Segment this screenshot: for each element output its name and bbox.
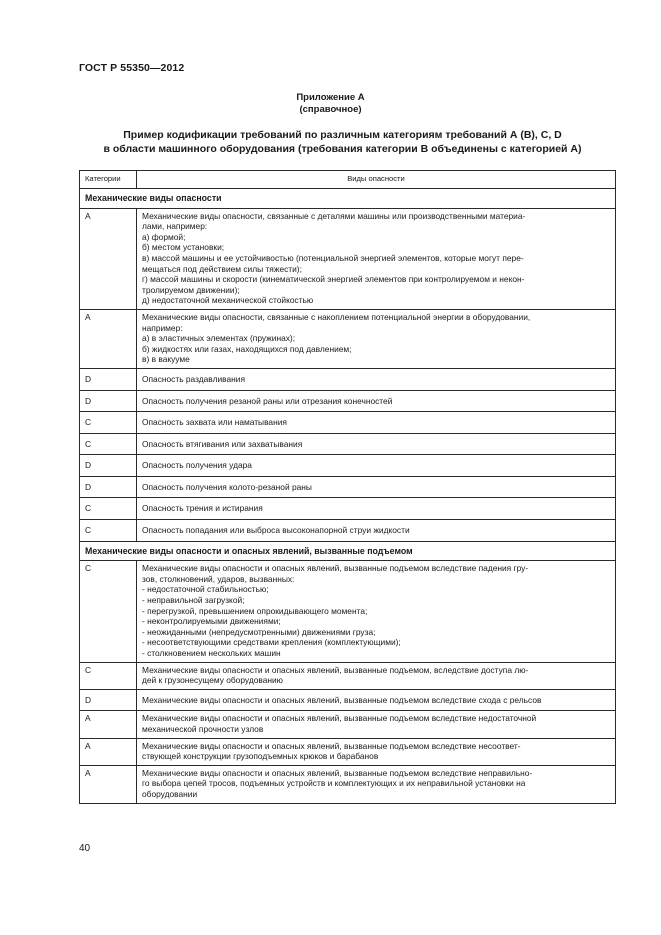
hazard-description-cell <box>137 208 616 309</box>
hazard-table <box>79 170 616 804</box>
table-row <box>80 711 616 738</box>
description-line: ствующей конструкции грузоподъемных крюков и барабанов <box>142 751 379 762</box>
category-cell: A <box>80 738 137 765</box>
hazard-description-cell <box>137 412 616 434</box>
caption-line-2: в области машинного оборудования (требования категории В объединены с категорией А) <box>103 142 582 155</box>
category-cell: C <box>80 412 137 434</box>
hazard-description-cell <box>137 476 616 498</box>
description-line: оборудовании <box>142 788 198 799</box>
description-line: д) недостаточной механической стойкостью <box>142 295 314 306</box>
description-line: механической прочности узлов <box>142 723 264 734</box>
description-line: Механические виды опасности и опасных явлений, вызванные подъемом вследствие падения гру- <box>142 563 529 574</box>
description-line: Опасность втягивания или захватывания <box>142 438 303 449</box>
description-line: Опасность захвата или наматывания <box>142 417 287 428</box>
hazard-description-cell <box>137 662 616 689</box>
hazard-description-cell <box>137 689 616 711</box>
table-row <box>80 689 616 711</box>
category-cell: C <box>80 561 137 662</box>
table-row <box>80 498 616 520</box>
description-line: Опасность трения и истирания <box>142 503 263 514</box>
hazard-description-cell <box>137 765 616 803</box>
table-row <box>80 476 616 498</box>
appendix-heading <box>0 92 661 116</box>
table-row <box>80 738 616 765</box>
description-line: б) жидкостях или газах, находящихся под давлением; <box>142 343 352 354</box>
table-row <box>80 368 616 390</box>
table-row <box>80 765 616 803</box>
column-header-category: Категории <box>80 171 137 189</box>
description-line: мещаться под действием силы тяжести); <box>142 263 302 274</box>
category-cell: C <box>80 662 137 689</box>
description-line: Механические виды опасности и опасных явлений, вызванные подъемом, вследствие доступа лю- <box>142 664 529 675</box>
description-line: в) массой машины и ее устойчивостью (потенциальной энергией элементов, которые могут пере- <box>142 252 524 263</box>
table-row <box>80 455 616 477</box>
table-row <box>80 662 616 689</box>
hazard-description-cell <box>137 368 616 390</box>
section-title: Механические виды опасности <box>80 189 616 209</box>
description-line: - недостаточной стабильностью; <box>142 584 269 595</box>
category-cell: D <box>80 368 137 390</box>
description-line: Механические виды опасности и опасных явлений, вызванные подъемом вследствие схода с рельсов <box>142 694 542 705</box>
table-body <box>80 189 616 804</box>
appendix-subtitle: (справочное) <box>299 104 362 115</box>
hazard-description-cell <box>137 390 616 412</box>
section-row <box>80 189 616 209</box>
appendix-title: Приложение А <box>296 92 365 103</box>
description-line: Механические виды опасности, связанные с деталями машины или производственными материа- <box>142 210 526 221</box>
table-row <box>80 412 616 434</box>
table-row <box>80 208 616 309</box>
description-line: - неправильной загрузкой; <box>142 595 245 606</box>
description-line: Механические виды опасности и опасных явлений, вызванные подъемом вследствие неправильно- <box>142 767 533 778</box>
table-caption <box>70 129 615 156</box>
category-cell: C <box>80 498 137 520</box>
category-cell: D <box>80 689 137 711</box>
hazard-description-cell <box>137 738 616 765</box>
column-header-hazards: Виды опасности <box>137 171 616 189</box>
page-number: 40 <box>79 843 91 854</box>
table-row <box>80 390 616 412</box>
description-line: - неожиданными (непредусмотренными) движениями груза; <box>142 626 376 637</box>
description-line: Опасность получения удара <box>142 460 252 471</box>
table-row <box>80 561 616 662</box>
table-row <box>80 433 616 455</box>
description-line: а) формой; <box>142 231 186 242</box>
hazard-description-cell <box>137 498 616 520</box>
description-line: г) массой машины и скорости (кинематической энергией элементов при контролируемом и некон- <box>142 274 525 285</box>
description-line: Опасность получения колото-резаной раны <box>142 481 312 492</box>
hazard-description-cell <box>137 520 616 542</box>
section-row <box>80 541 616 561</box>
category-cell: A <box>80 765 137 803</box>
table-row <box>80 309 616 368</box>
category-cell: A <box>80 208 137 309</box>
description-line: - перегрузкой, превышением опрокидывающего момента; <box>142 605 368 616</box>
description-line: Опасность раздавливания <box>142 373 245 384</box>
description-line: Механические виды опасности и опасных явлений, вызванные подъемом вследствие недостаточной <box>142 713 537 724</box>
document-header: ГОСТ Р 55350—2012 <box>79 62 185 74</box>
description-line: - неконтролируемыми движениями; <box>142 616 281 627</box>
description-line: а) в эластичных элементах (пружинах); <box>142 333 296 344</box>
hazard-description-cell <box>137 455 616 477</box>
description-line: зов, столкновений, ударов, вызванных: <box>142 573 295 584</box>
description-line: в) в вакууме <box>142 354 190 365</box>
description-line: Опасность попадания или выброса высоконапорной струи жидкости <box>142 525 410 536</box>
category-cell: D <box>80 476 137 498</box>
category-cell: D <box>80 390 137 412</box>
description-line: - столкновением нескольких машин <box>142 648 281 658</box>
description-line: например: <box>142 322 183 333</box>
category-cell: D <box>80 455 137 477</box>
category-cell: C <box>80 520 137 542</box>
description-line: лами, например: <box>142 221 208 232</box>
description-line: Механические виды опасности, связанные с накоплением потенциальной энергии в оборудовании, <box>142 311 531 322</box>
category-cell: C <box>80 433 137 455</box>
hazard-description-cell <box>137 309 616 368</box>
description-line: Опасность получения резаной раны или отрезания конечностей <box>142 395 393 406</box>
section-title: Механические виды опасности и опасных явлений, вызванные подъемом <box>80 541 616 561</box>
description-line: дей к грузонесущему оборудованию <box>142 675 283 686</box>
category-cell: A <box>80 711 137 738</box>
hazard-description-cell <box>137 561 616 662</box>
hazard-description-cell <box>137 711 616 738</box>
caption-line-1: Пример кодификации требований по различным категориям требований А (В), С, D <box>123 129 562 141</box>
description-line: го выбора цепей тросов, подъемных устройств и комплектующих и их неправильной установки на <box>142 778 526 789</box>
hazard-description-cell <box>137 433 616 455</box>
table-header-row <box>80 171 616 189</box>
description-line: - несоответствующими средствами крепления (комплектующими); <box>142 637 401 648</box>
table-row <box>80 520 616 542</box>
description-line: Механические виды опасности и опасных явлений, вызванные подъемом вследствие несоответ- <box>142 740 521 751</box>
description-line: тролируемом движении); <box>142 284 240 295</box>
category-cell: A <box>80 309 137 368</box>
description-line: б) местом установки; <box>142 242 225 253</box>
